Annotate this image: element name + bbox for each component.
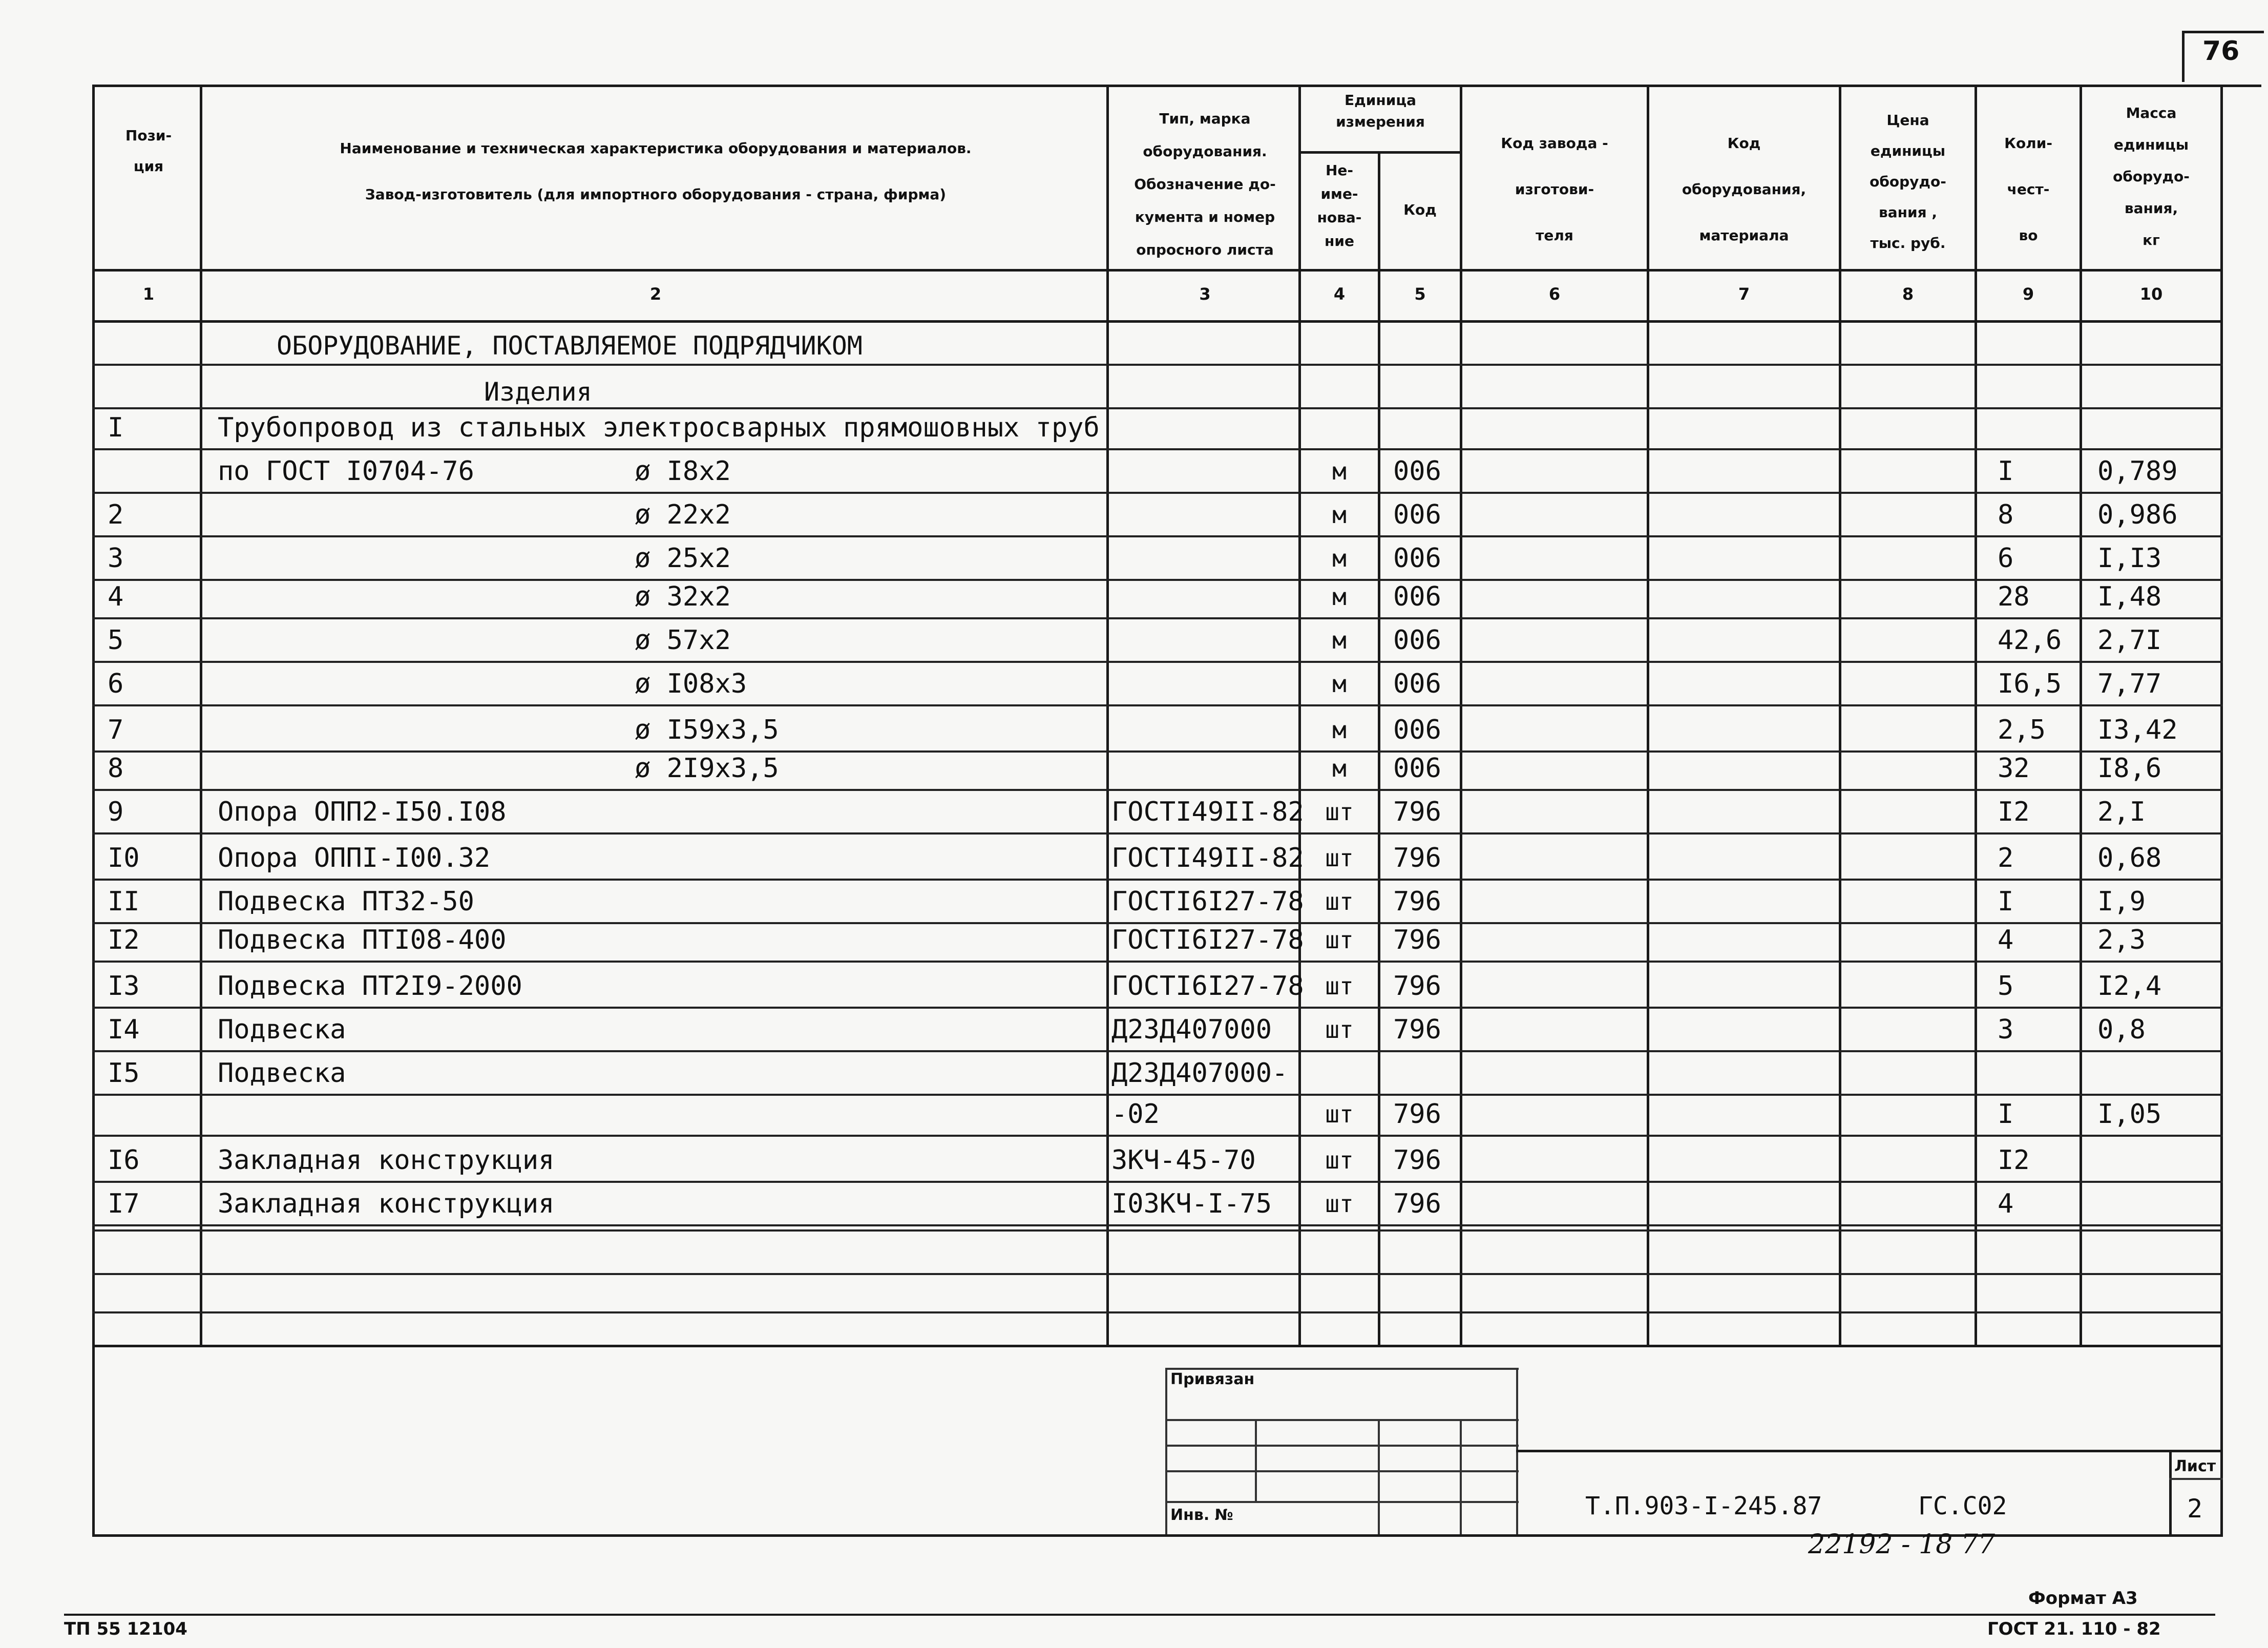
cell-code: 796 [1393, 1145, 1441, 1176]
cell-mass: I8,6 [2097, 753, 2162, 784]
row-separator [92, 704, 2223, 706]
cell-unit: шт [1325, 1190, 1354, 1218]
cell-mass: 0,8 [2097, 1014, 2146, 1045]
unit-header-split [1301, 151, 1460, 154]
gost-label: ГОСТ 21. 110 - 82 [1987, 1619, 2161, 1639]
row-separator [92, 1050, 2223, 1052]
inventory-label: Инв. № [1170, 1506, 1233, 1524]
cell-unit: шт [1325, 926, 1354, 954]
cell-unit: м [1332, 545, 1347, 572]
colnum-7: 7 [1738, 284, 1750, 304]
cell-pos: 3 [108, 543, 124, 574]
cell-name: Подвеска [218, 1058, 346, 1089]
col-border-4 [1378, 151, 1380, 1345]
cell-qty: 2,5 [1998, 715, 2046, 745]
cell-mass: I,9 [2097, 886, 2146, 917]
cell-qty: I [1998, 456, 2014, 487]
cell-code: 006 [1393, 543, 1441, 574]
cell-code: 796 [1393, 1099, 1441, 1130]
cell-name: Опора ОППI-I00.32 [218, 843, 491, 873]
cell-qty: 4 [1998, 1188, 2014, 1219]
row-separator [92, 1135, 2223, 1137]
cell-pos: I4 [108, 1014, 140, 1045]
cell-mass: I2,4 [2097, 971, 2162, 1002]
cell-name: по ГОСТ I0704-76 ø I8x2 [218, 456, 731, 487]
stamp-line-2 [1165, 1445, 1519, 1447]
cell-code: 006 [1393, 456, 1441, 487]
sheet-box-left [2169, 1450, 2172, 1537]
footer-left-code: ТП 55 12104 [64, 1619, 187, 1639]
cell-unit: шт [1325, 1146, 1354, 1174]
colnum-9: 9 [2022, 284, 2034, 304]
cell-name: ø I59x3,5 [218, 715, 779, 745]
cell-pos: I5 [108, 1058, 140, 1089]
document-code: ГС.С02 [1918, 1492, 2007, 1520]
page-number-box-border-top [2182, 31, 2264, 33]
cell-unit: шт [1325, 1100, 1354, 1128]
col-border-8 [1975, 85, 1977, 1345]
cell-qty: 8 [1998, 499, 2014, 530]
cell-unit: шт [1325, 888, 1354, 915]
cell-pos: 8 [108, 753, 124, 784]
cell-pos: I6 [108, 1145, 140, 1176]
cell-mass: 0,789 [2097, 456, 2178, 487]
row-separator [92, 1311, 2223, 1313]
row-separator [92, 1273, 2223, 1275]
cell-qty: 28 [1998, 581, 2030, 612]
stamp-vline-3 [1460, 1419, 1462, 1534]
cell-pos: 7 [108, 715, 124, 745]
cell-name: Закладная конструкция [218, 1145, 555, 1176]
cell-name: ø 57x2 [218, 625, 731, 656]
cell-unit: шт [1325, 972, 1354, 1000]
header-bottom-border [92, 269, 2223, 272]
cell-qty: I [1998, 886, 2014, 917]
col-border-2 [1106, 85, 1109, 1345]
col-border-3 [1298, 85, 1301, 1345]
page-number: 76 [2202, 36, 2240, 67]
table-bottom-border [92, 1345, 2223, 1347]
col-border-6 [1647, 85, 1649, 1345]
section-title: ОБОРУДОВАНИЕ, ПОСТАВЛЯЕМОЕ ПОДРЯДЧИКОМ [277, 331, 863, 361]
header-factory-code: Код завода - изготови- теля [1501, 135, 1608, 244]
row-separator [92, 492, 2223, 494]
cell-mass: 2,7I [2097, 625, 2162, 656]
cell-qty: 6 [1998, 543, 2014, 574]
cell-mass: I,I3 [2097, 543, 2162, 574]
cell-code: 796 [1393, 886, 1441, 917]
cell-pos: I3 [108, 971, 140, 1002]
cell-mass: 2,3 [2097, 925, 2146, 955]
cell-code: 796 [1393, 797, 1441, 827]
cell-name: ø 25x2 [218, 543, 731, 574]
cell-mass: I,48 [2097, 581, 2162, 612]
cell-code: 006 [1393, 581, 1441, 612]
col-border-1 [200, 85, 202, 1345]
cell-unit: м [1332, 501, 1347, 529]
cell-code: 006 [1393, 669, 1441, 699]
cell-doc: -02 [1111, 1099, 1160, 1130]
handwritten-number: 22192 - 18 77 [1808, 1529, 1995, 1560]
header-position: Пози- ция [125, 127, 172, 175]
stamp-vline-2 [1378, 1419, 1380, 1534]
row-separator [92, 961, 2223, 963]
cell-code: 796 [1393, 843, 1441, 873]
cell-qty: 2 [1998, 843, 2014, 873]
cell-name: Опора ОПП2-I50.I08 [218, 797, 507, 827]
cell-pos: 9 [108, 797, 124, 827]
header-unit-name: Не- име- нова- ние [1317, 162, 1362, 249]
cell-qty: I2 [1998, 797, 2030, 827]
cell-mass: I,05 [2097, 1099, 2162, 1130]
cell-code: 006 [1393, 715, 1441, 745]
stamp-line-3 [1165, 1470, 1519, 1472]
col-border-9 [2080, 85, 2082, 1345]
table-top-border [92, 85, 2261, 87]
document-designation: Т.П.903-I-245.87 [1585, 1492, 1822, 1520]
cell-qty: I [1998, 1099, 2014, 1130]
cell-unit: м [1332, 457, 1347, 485]
row-separator [92, 1094, 2223, 1096]
cell-code: 006 [1393, 625, 1441, 656]
cell-name: ø 2I9x3,5 [218, 753, 779, 784]
cell-code: 796 [1393, 1014, 1441, 1045]
footer-line [64, 1614, 2215, 1616]
cell-mass: 0,68 [2097, 843, 2162, 873]
sheet-box-split [2169, 1478, 2223, 1480]
cell-doc: ГОСТI6I27-78 [1111, 886, 1304, 917]
cell-qty: 42,6 [1998, 625, 2062, 656]
header-mass: Масса единицы оборудо- вания, кг [2113, 105, 2190, 248]
colnum-1: 1 [142, 284, 155, 304]
cell-mass: I3,42 [2097, 715, 2178, 745]
colnum-6: 6 [1548, 284, 1561, 304]
subsection-title: Изделия [484, 377, 592, 407]
cell-qty: I2 [1998, 1145, 2030, 1176]
cell-mass: 7,77 [2097, 669, 2162, 699]
cell-doc: Д23Д407000- [1111, 1058, 1288, 1089]
cell-code: 796 [1393, 971, 1441, 1002]
row-separator [92, 832, 2223, 835]
cell-unit: м [1332, 670, 1347, 698]
cell-name: ø I08x3 [218, 669, 747, 699]
row-separator [92, 1181, 2223, 1183]
colnum-10: 10 [2139, 284, 2163, 304]
cell-code: 796 [1393, 925, 1441, 955]
row-separator [92, 617, 2223, 619]
cell-name: Закладная конструкция [218, 1188, 555, 1219]
cell-pos: 4 [108, 581, 124, 612]
cell-pos: 6 [108, 669, 124, 699]
cell-name: Подвеска ПТI08-400 [218, 925, 507, 955]
format-label: Формат А3 [2028, 1588, 2138, 1609]
row-separator [92, 661, 2223, 663]
row-separator [92, 879, 2223, 881]
colnum-bottom-border [92, 320, 2223, 323]
page-number-box-border [2182, 31, 2185, 82]
cell-code: 006 [1393, 499, 1441, 530]
cell-pos: 2 [108, 499, 124, 530]
cell-code: 006 [1393, 753, 1441, 784]
cell-pos: I7 [108, 1188, 140, 1219]
stamp-line-1 [1165, 1419, 1519, 1421]
cell-pos: I2 [108, 925, 140, 955]
cell-name: Подвеска ПТ32-50 [218, 886, 474, 917]
colnum-3: 3 [1199, 284, 1211, 304]
cell-mass: 2,I [2097, 797, 2146, 827]
stamp-vline-0 [1165, 1368, 1167, 1534]
row-separator [92, 364, 2223, 366]
cell-qty: 5 [1998, 971, 2014, 1002]
cell-qty: I6,5 [1998, 669, 2062, 699]
cell-pos: 5 [108, 625, 124, 656]
col-border-7 [1839, 85, 1841, 1345]
cell-unit: шт [1325, 798, 1354, 826]
cell-code: 796 [1393, 1188, 1441, 1219]
cell-doc: Д23Д407000 [1111, 1014, 1272, 1045]
sheet-label: Лист [2174, 1457, 2216, 1475]
cell-doc: ГОСТI49II-82 [1111, 797, 1304, 827]
row-separator [92, 407, 2223, 409]
header-unit-code: Код [1403, 201, 1437, 218]
stamp-line-4 [1165, 1501, 1519, 1503]
cell-doc: ГОСТI6I27-78 [1111, 971, 1304, 1002]
header-unit: Единица измерения [1336, 92, 1425, 130]
row-separator [92, 448, 2223, 450]
colnum-2: 2 [649, 284, 662, 304]
cell-qty: 4 [1998, 925, 2014, 955]
cell-doc: ГОСТI6I27-78 [1111, 925, 1304, 955]
cell-doc: ГОСТI49II-82 [1111, 843, 1304, 873]
header-price: Цена единицы оборудо- вания , тыс. руб. [1870, 112, 1946, 252]
stamp-main-top [1516, 1450, 2223, 1452]
cell-qty: 32 [1998, 753, 2030, 784]
colnum-4: 4 [1333, 284, 1346, 304]
cell-unit: м [1332, 716, 1347, 744]
header-name: Наименование и техническая характеристика оборудования и материалов. Завод-изготовитель (для импортного оборудования - страна, фирма) [340, 140, 972, 203]
cell-name: Трубопровод из стальных электросварных прямошовных труб [218, 412, 1100, 443]
col-border-10 [2220, 85, 2223, 1537]
cell-name: ø 32x2 [218, 581, 731, 612]
row-separator [92, 535, 2223, 537]
cell-pos: I [108, 412, 124, 443]
cell-name: Подвеска ПТ2I9-2000 [218, 971, 522, 1002]
stamp-vline-1 [1255, 1419, 1257, 1501]
cell-qty: 3 [1998, 1014, 2014, 1045]
cell-name: ø 22x2 [218, 499, 731, 530]
row-separator [92, 1224, 2223, 1226]
cell-pos: I0 [108, 843, 140, 873]
cell-doc: I03КЧ-I-75 [1111, 1188, 1272, 1219]
cell-unit: шт [1325, 844, 1354, 872]
cell-pos: II [108, 886, 140, 917]
row-separator [92, 1007, 2223, 1009]
colnum-5: 5 [1414, 284, 1426, 304]
colnum-8: 8 [1902, 284, 1914, 304]
bound-label: Привязан [1170, 1370, 1255, 1388]
row-separator [92, 1229, 2223, 1232]
header-equipment-code: Код оборудования, материала [1682, 135, 1807, 244]
cell-name: Подвеска [218, 1014, 346, 1045]
cell-mass: 0,986 [2097, 499, 2178, 530]
stamp-line-top [1165, 1368, 1519, 1370]
cell-unit: м [1332, 627, 1347, 654]
header-type: Тип, марка оборудования. Обозначение до- кумента и номер опросного листа [1134, 110, 1276, 258]
col-border-0 [92, 85, 95, 1537]
header-quantity: Коли- чест- во [2004, 135, 2052, 244]
col-border-5 [1460, 85, 1462, 1345]
sheet-number: 2 [2187, 1494, 2203, 1524]
cell-unit: м [1332, 755, 1347, 782]
cell-doc: ЗКЧ-45-70 [1111, 1145, 1256, 1176]
row-separator [92, 789, 2223, 791]
cell-unit: м [1332, 583, 1347, 611]
cell-unit: шт [1325, 1016, 1354, 1044]
